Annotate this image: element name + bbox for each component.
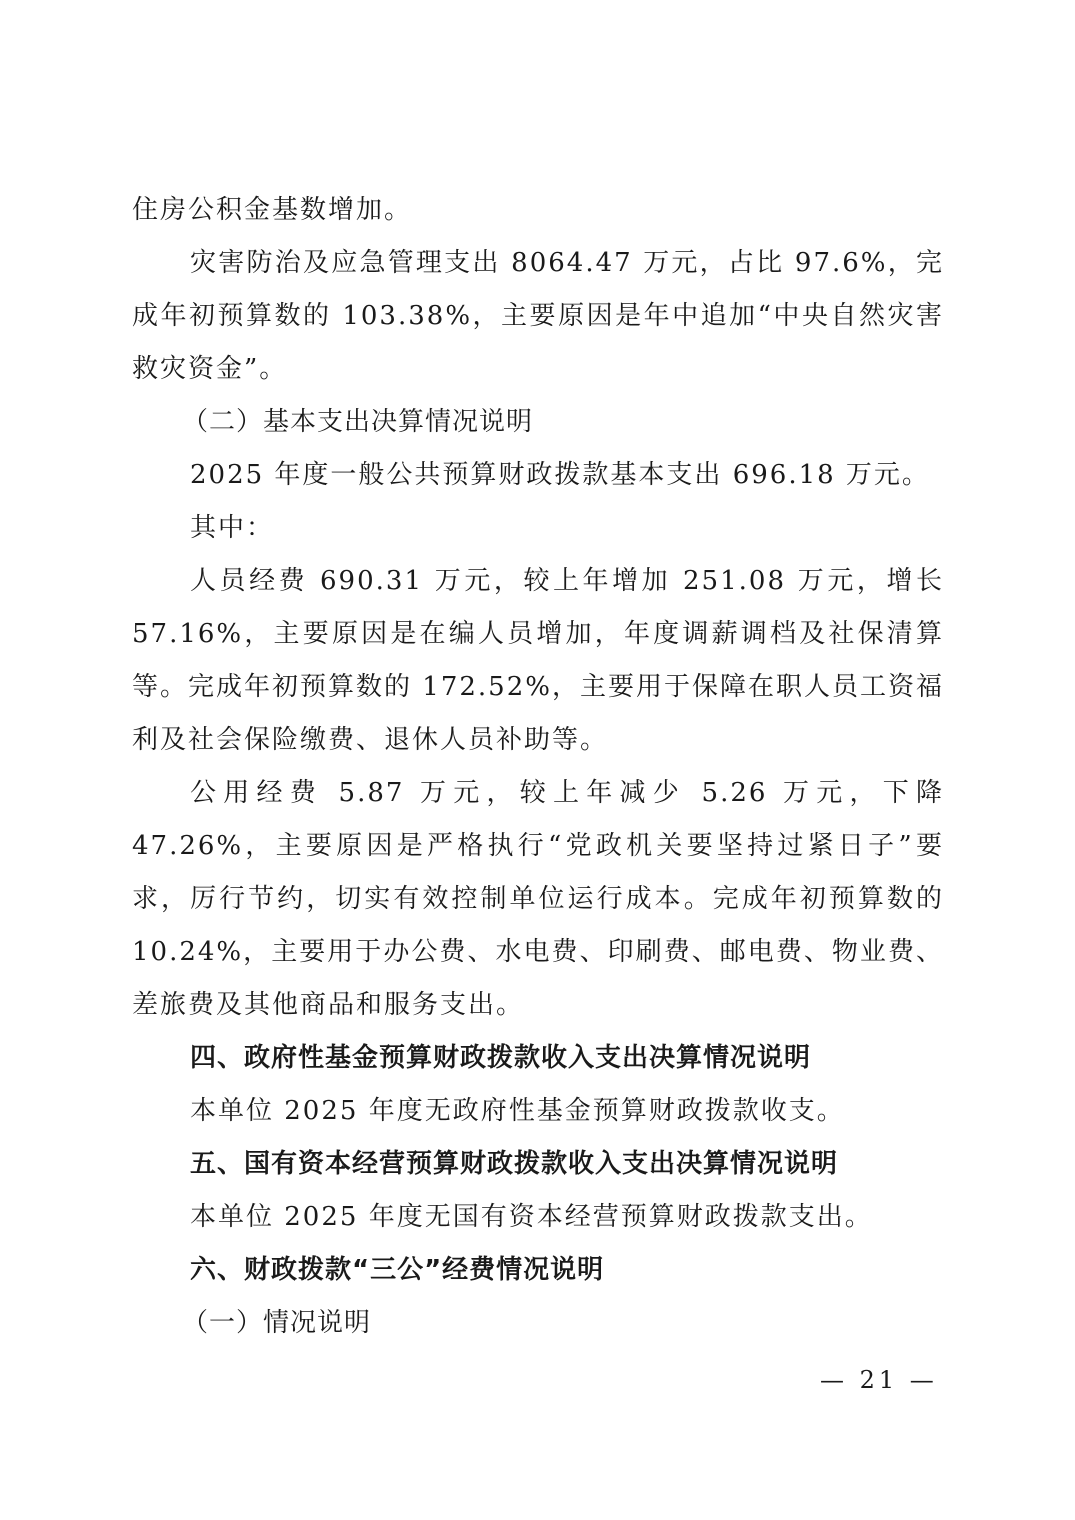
section-heading-state-capital: 五、国有资本经营预算财政拨款收入支出决算情况说明 — [190, 1149, 839, 1179]
page-number: — 21 — — [820, 1366, 938, 1394]
document-body — [132, 184, 944, 1350]
paragraph-government-fund: 本单位 2025 年度无政府性基金预算财政拨款收支。 — [190, 1096, 845, 1126]
paragraph-state-capital: 本单位 2025 年度无国有资本经营预算财政拨款支出。 — [190, 1202, 873, 1232]
paragraph-basic-expenditure-total: 2025 年度一般公共预算财政拨款基本支出 696.18 万元。 — [190, 460, 930, 490]
paragraph-among-them: 其中： — [190, 513, 275, 543]
paragraph-personnel-expenses: 人员经费 690.31 万元，较上年增加 251.08 万元，增长 57.16%，主要原因是在编人员增加，年度调薪调档及社保清算等。完成年初预算数的 172.52%，主要用于保障在职人员工资福利及社会保险缴费、退休人员补助等。 — [132, 566, 944, 755]
section-heading-basic-expenditure: （二）基本支出决算情况说明 — [182, 407, 534, 437]
section-heading-three-public: 六、财政拨款“三公”经费情况说明 — [190, 1255, 605, 1285]
section-heading-situation: （一）情况说明 — [182, 1308, 372, 1338]
paragraph-public-expenses: 公用经费 5.87 万元，较上年减少 5.26 万元，下降 47.26%，主要原因是严格执行“党政机关要坚持过紧日子”要求，厉行节约，切实有效控制单位运行成本。完成年初预算数的 10.24%，主要用于办公费、水电费、印刷费、邮电费、物业费、差旅费及其他商品和服务支出。 — [132, 778, 944, 1020]
section-heading-government-fund: 四、政府性基金预算财政拨款收入支出决算情况说明 — [190, 1043, 812, 1073]
paragraph-disaster-expenditure: 灾害防治及应急管理支出 8064.47 万元，占比 97.6%，完成年初预算数的 103.38%，主要原因是年中追加“中央自然灾害救灾资金”。 — [132, 248, 944, 384]
paragraph-housing-fund: 住房公积金基数增加。 — [132, 195, 413, 225]
